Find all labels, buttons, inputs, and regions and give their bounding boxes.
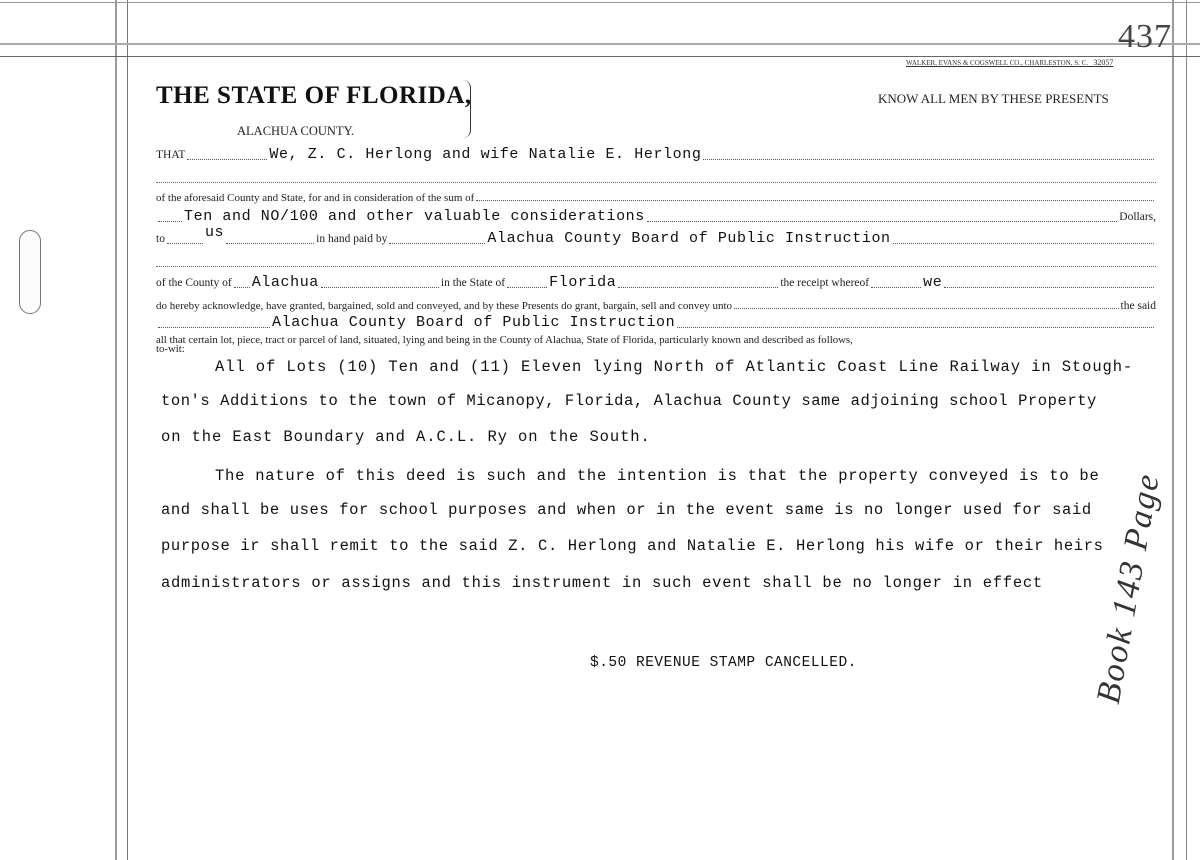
grantee-value: Alachua County Board of Public Instruction — [272, 314, 676, 331]
description-line-5: and shall be uses for school purposes and when or in the event same is no longer used for said — [161, 501, 1092, 519]
all-that-certain-text: all that certain lot, piece, tract or parcel of land, situated, lying and being in the County of Alachua, State of Florida, particularly known and described as follows, — [156, 334, 853, 346]
county-value: Alachua — [251, 274, 319, 291]
description-line-2: ton's Additions to the town of Micanopy, Florida, Alachua County same adjoining school Property — [161, 392, 1097, 410]
right-margin-rule-inner — [1186, 0, 1187, 860]
aforesaid-line — [156, 192, 1156, 204]
county-state-line — [156, 274, 1156, 291]
sum-value: Ten and NO/100 and other valuable considerations — [184, 208, 645, 225]
to-label: to — [156, 233, 165, 245]
dollars-label: Dollars, — [1119, 211, 1156, 223]
description-line-7: administrators or assigns and this instrument in such event shall be no longer in effect — [161, 574, 1043, 592]
paid-by-line — [156, 224, 1156, 247]
title-brace — [460, 80, 471, 138]
state-value: Florida — [549, 274, 617, 291]
grantee-line — [156, 314, 1156, 331]
know-all-men: KNOW ALL MEN BY THESE PRESENTS — [878, 91, 1109, 106]
receipt-label: the receipt whereof — [780, 277, 870, 289]
top-edge-rule — [0, 2, 1200, 3]
left-margin-rule-inner — [127, 0, 128, 860]
state-of-label: in the State of — [440, 277, 506, 289]
page-number: 437 — [1118, 18, 1172, 55]
acknowledge-label: do hereby acknowledge, have granted, bargained, sold and conveyed, and by these Presents do grant, bargain, sell and convey unto — [156, 300, 733, 312]
description-line-3: on the East Boundary and A.C.L. Ry on the South. — [161, 428, 651, 446]
blank-rule-1 — [156, 182, 1156, 183]
description-line-4: The nature of this deed is such and the intention is that the property conveyed is to be — [215, 467, 1100, 485]
grantors-value: We, Z. C. Herlong and wife Natalie E. Herlong — [269, 146, 702, 163]
paid-by-label: in hand paid by — [316, 233, 388, 245]
revenue-stamp-note: $.50 REVENUE STAMP CANCELLED. — [590, 655, 857, 671]
description-line-6: purpose ir shall remit to the said Z. C. Herlong and Natalie E. Herlong his wife or their heirs — [161, 537, 1104, 555]
description-line-1: All of Lots (10) Ten and (11) Eleven lying North of Atlantic Coast Line Railway in Stough- — [215, 358, 1134, 376]
printer-name: WALKER, EVANS & COGSWELL CO., CHARLESTON, S. C. — [906, 59, 1089, 67]
to-value: us — [204, 224, 225, 241]
to-wit-label: to-wit: — [156, 343, 185, 355]
sum-line — [156, 208, 1156, 225]
paid-by-value: Alachua County Board of Public Instruction — [487, 230, 891, 247]
document-title: THE STATE OF FLORIDA, — [156, 82, 472, 109]
the-said-label: the said — [1120, 300, 1156, 312]
that-line — [156, 146, 1156, 163]
county-of-label: of the County of — [156, 277, 232, 289]
left-margin-rule-outer — [115, 0, 117, 860]
handwritten-margin-note: Book 143 Page — [1090, 469, 1168, 707]
that-label: THAT — [156, 149, 186, 161]
top-rule-2 — [0, 56, 1200, 57]
top-rule-1 — [0, 43, 1200, 45]
blank-rule-2 — [156, 266, 1156, 267]
county-heading: ALACHUA COUNTY. — [237, 124, 355, 138]
aforesaid-label: of the aforesaid County and State, for and in consideration of the sum of — [156, 192, 475, 204]
acknowledge-line — [156, 300, 1156, 312]
receipt-value: we — [923, 274, 943, 291]
form-number: 32057 — [1093, 58, 1114, 67]
binder-hole — [19, 230, 41, 314]
printer-line — [906, 58, 1113, 67]
